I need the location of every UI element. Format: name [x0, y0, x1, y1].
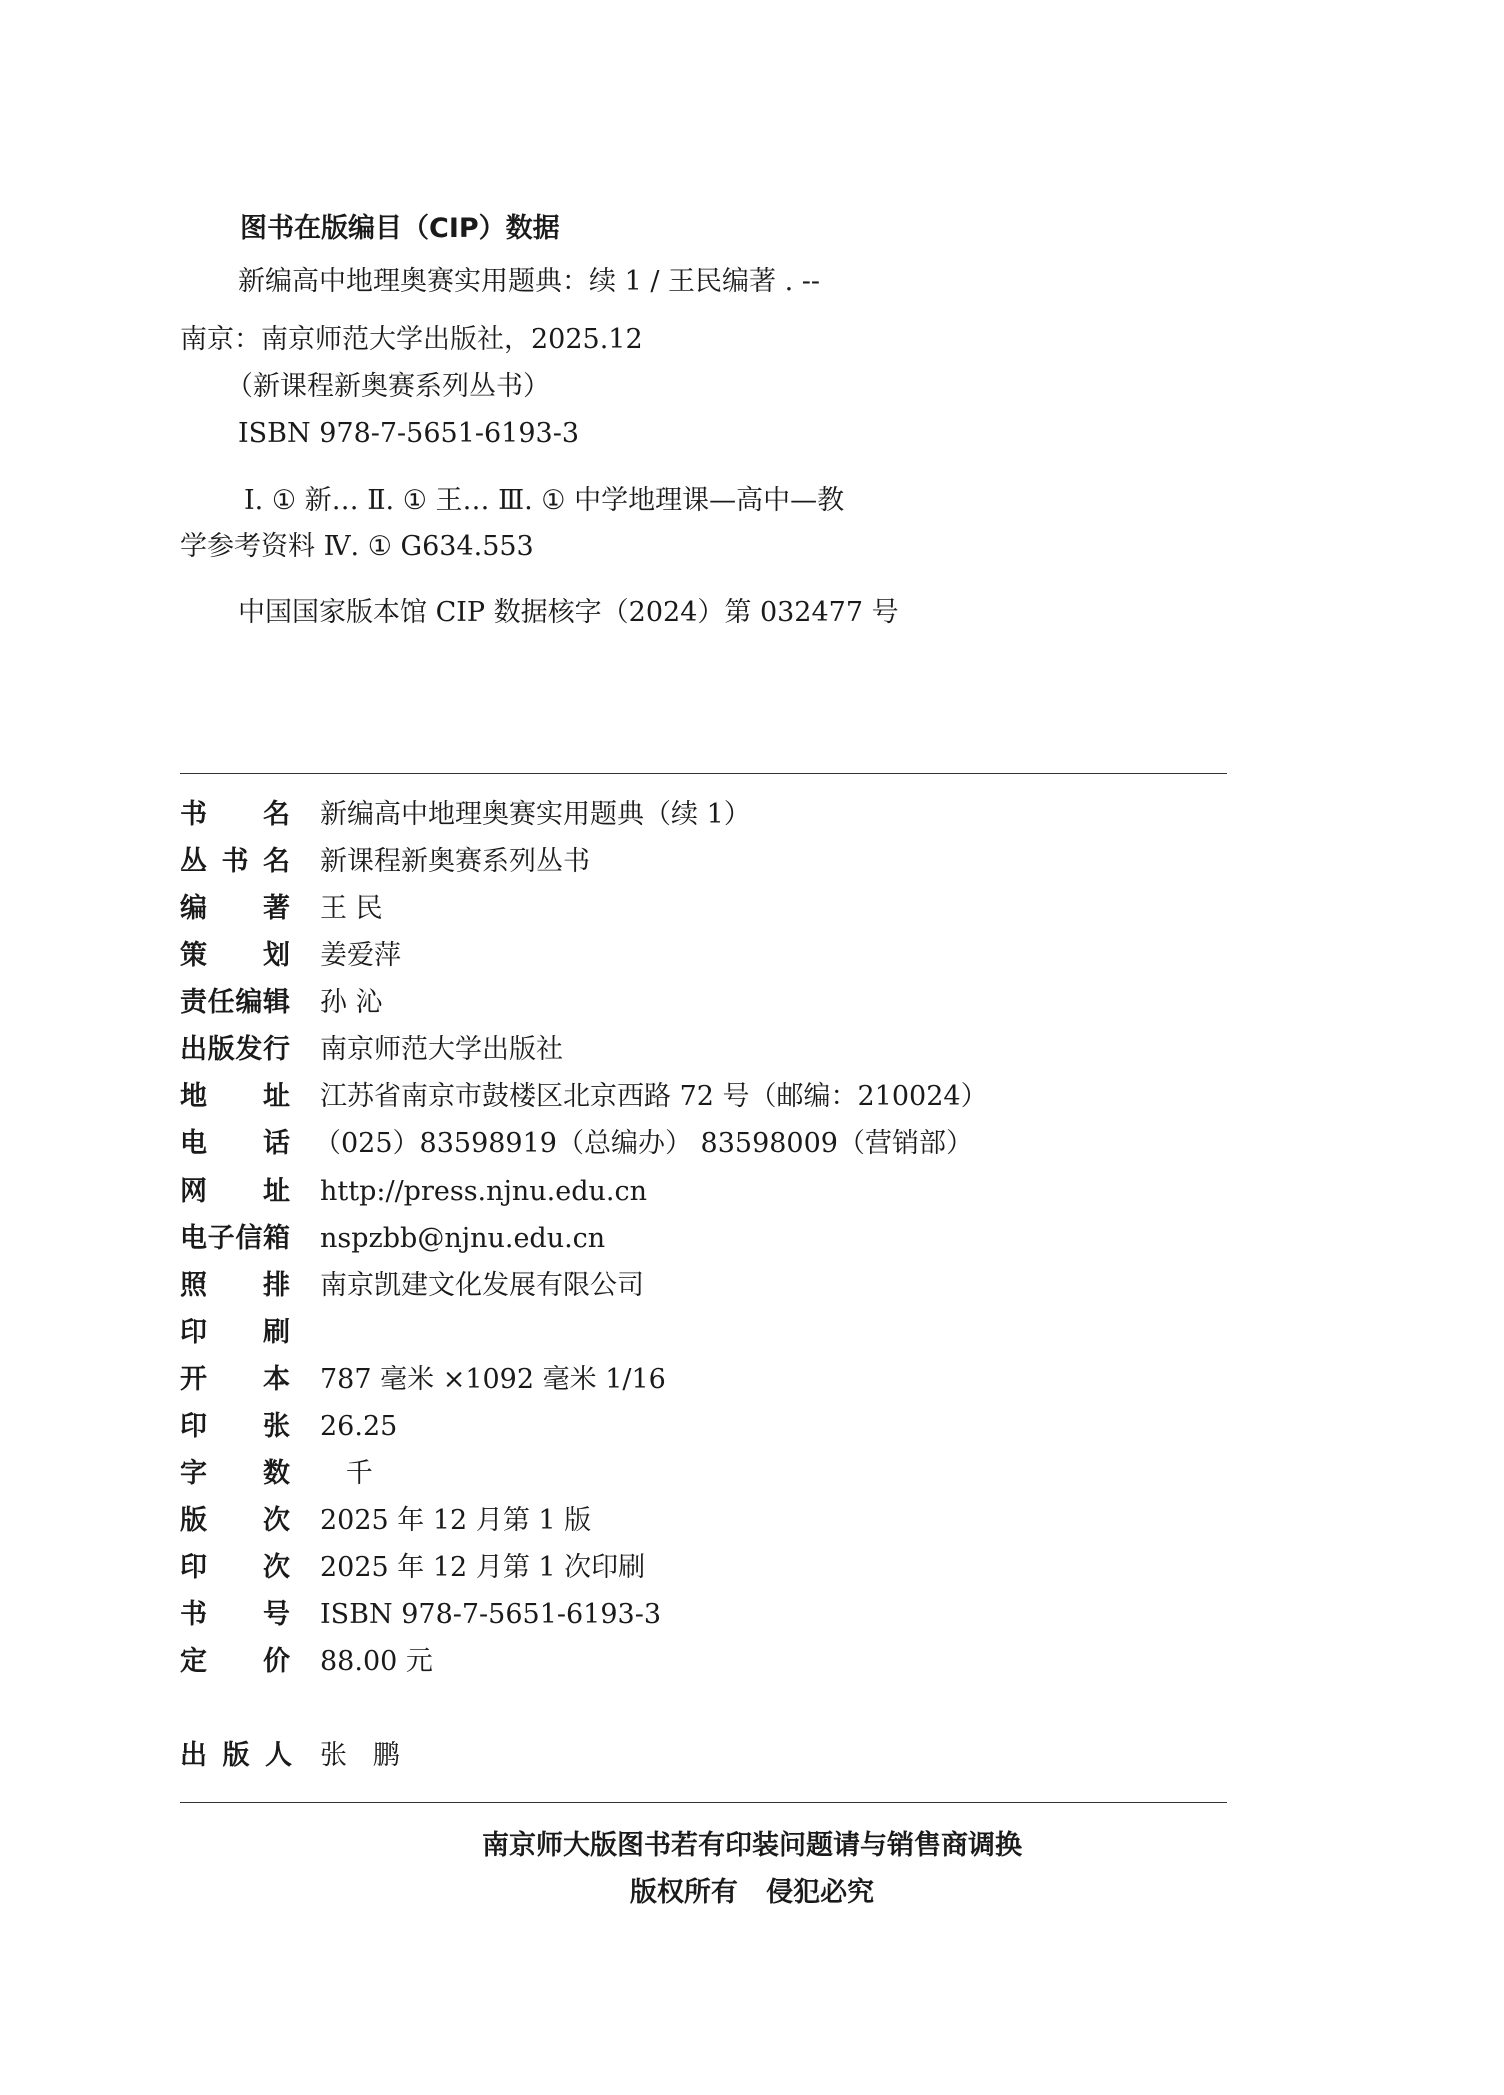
info-row-planner	[180, 936, 401, 976]
info-row-impression	[180, 1548, 646, 1588]
info-row-author	[180, 889, 383, 929]
info-value: 南京师范大学出版社	[320, 1034, 563, 1065]
info-label: 定价	[180, 1646, 290, 1677]
info-row-price	[180, 1642, 433, 1682]
info-row-email	[180, 1219, 606, 1259]
info-value: 王 民	[320, 893, 383, 924]
info-value: 787 毫米 ×1092 毫米 1/16	[320, 1364, 666, 1395]
info-value: 江苏省南京市鼓楼区北京西路 72 号（邮编：210024）	[320, 1081, 988, 1112]
cip-line-classification-cont: 学参考资料 Ⅳ. ① G634.553	[180, 531, 534, 562]
info-row-typesetting	[180, 1266, 644, 1306]
info-value: 2025 年 12 月第 1 版	[320, 1505, 592, 1536]
cip-line-title: 新编高中地理奥赛实用题典：续 1 / 王民编著 . --	[238, 266, 821, 297]
info-row-phone	[180, 1124, 973, 1164]
info-value: 88.00 元	[320, 1646, 433, 1677]
info-label: 出版发行	[180, 1034, 290, 1065]
info-label: 字数	[180, 1458, 290, 1489]
info-label: 书名	[180, 799, 290, 830]
info-label: 策划	[180, 940, 290, 971]
bottom-divider	[180, 1802, 1227, 1803]
info-value: 南京凯建文化发展有限公司	[320, 1270, 644, 1301]
cip-heading: 图书在版编目（CIP）数据	[240, 213, 560, 244]
info-label: 照排	[180, 1270, 290, 1301]
info-row-publisher	[180, 1030, 563, 1070]
info-value: 26.25	[320, 1411, 398, 1442]
footer-notice: 南京师大版图书若有印装问题请与销售商调换	[482, 1830, 1022, 1861]
info-value: 2025 年 12 月第 1 次印刷	[320, 1552, 646, 1583]
info-row-sheets	[180, 1407, 398, 1447]
info-value: 新编高中地理奥赛实用题典（续 1）	[320, 799, 751, 830]
footer-copyright: 版权所有 侵犯必究	[629, 1877, 875, 1908]
cip-line-publisher: 南京：南京师范大学出版社，2025.12	[180, 324, 643, 355]
info-value: （025）83598919（总编办） 83598009（营销部）	[314, 1128, 973, 1159]
info-value: 张 鹏	[320, 1740, 400, 1771]
cip-line-classification: Ⅰ. ① 新… Ⅱ. ① 王… Ⅲ. ① 中学地理课—高中—教	[244, 485, 845, 516]
info-row-printing	[180, 1313, 290, 1353]
info-label: 印次	[180, 1552, 290, 1583]
info-label: 地址	[180, 1081, 290, 1112]
info-value: nspzbb@njnu.edu.cn	[320, 1223, 606, 1254]
info-row-editor	[180, 983, 383, 1023]
info-label: 编著	[180, 893, 290, 924]
info-row-address	[180, 1077, 988, 1117]
info-value: 千	[320, 1458, 373, 1489]
info-row-edition	[180, 1501, 592, 1541]
info-row-isbn	[180, 1595, 662, 1635]
info-row-format	[180, 1360, 666, 1400]
info-row-word-count	[180, 1454, 373, 1494]
info-value: 新课程新奥赛系列丛书	[320, 846, 590, 877]
info-label: 书号	[180, 1599, 290, 1630]
info-label: 版次	[180, 1505, 290, 1536]
info-label: 网址	[180, 1176, 290, 1207]
cip-line-library-number: 中国国家版本馆 CIP 数据核字（2024）第 032477 号	[238, 597, 899, 628]
info-label: 丛书名	[180, 846, 290, 877]
cip-line-series: （新课程新奥赛系列丛书）	[226, 371, 550, 402]
info-label: 印张	[180, 1411, 290, 1442]
info-row-title	[180, 795, 751, 835]
info-value: http://press.njnu.edu.cn	[320, 1176, 647, 1207]
info-row-website	[180, 1172, 647, 1212]
info-label: 开本	[180, 1364, 290, 1395]
info-value: ISBN 978-7-5651-6193-3	[320, 1599, 662, 1630]
top-divider	[180, 773, 1227, 774]
info-value: 姜爱萍	[320, 940, 401, 971]
info-label: 电子信箱	[180, 1223, 290, 1254]
info-label: 电话	[180, 1128, 290, 1159]
info-label: 出版人	[180, 1740, 292, 1771]
info-row-series	[180, 842, 590, 882]
cip-line-isbn: ISBN 978-7-5651-6193-3	[238, 418, 580, 449]
info-value: 孙 沁	[320, 987, 383, 1018]
info-row-publisher-person	[180, 1736, 400, 1776]
info-label: 印刷	[180, 1317, 290, 1348]
info-label: 责任编辑	[180, 987, 290, 1018]
